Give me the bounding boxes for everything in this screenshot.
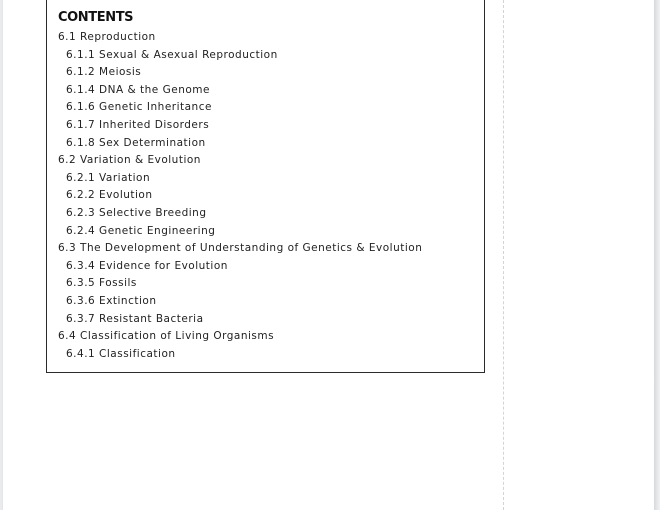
- toc-link-6-1-4[interactable]: 6.1.4 DNA & the Genome: [66, 83, 210, 96]
- toc-link-6-1[interactable]: 6.1 Reproduction: [58, 31, 156, 43]
- document-page: [3, 0, 654, 510]
- toc-link-6-2-4[interactable]: 6.2.4 Genetic Engineering: [66, 224, 216, 237]
- toc-link-6-3-5[interactable]: 6.3.5 Fossils: [66, 277, 137, 290]
- toc-link-6-1-1[interactable]: 6.1.1 Sexual & Asexual Reproduction: [66, 48, 278, 61]
- toc-title: CONTENTS: [58, 10, 134, 25]
- table-of-contents: [46, 0, 485, 373]
- toc-link-6-3-7[interactable]: 6.3.7 Resistant Bacteria: [66, 312, 204, 325]
- toc-link-6-3-6[interactable]: 6.3.6 Extinction: [66, 294, 157, 307]
- toc-link-6-2-3[interactable]: 6.2.3 Selective Breeding: [66, 206, 207, 219]
- toc-link-6-2-2[interactable]: 6.2.2 Evolution: [66, 189, 153, 202]
- toc-link-6-3[interactable]: 6.3 The Development of Understanding of Genetics & Evolution: [58, 242, 423, 255]
- toc-list: [58, 29, 422, 363]
- toc-link-6-2-1[interactable]: 6.2.1 Variation: [66, 171, 151, 184]
- page-edge-shadow: [654, 0, 660, 510]
- toc-link-6-1-6[interactable]: 6.1.6 Genetic Inheritance: [66, 101, 212, 114]
- toc-link-6-1-8[interactable]: 6.1.8 Sex Determination: [66, 136, 206, 149]
- toc-link-6-1-7[interactable]: 6.1.7 Inherited Disorders: [66, 118, 210, 131]
- toc-link-6-3-4[interactable]: 6.3.4 Evidence for Evolution: [66, 259, 228, 272]
- toc-link-6-2[interactable]: 6.2 Variation & Evolution: [58, 154, 201, 167]
- toc-link-6-4[interactable]: 6.4 Classification of Living Organisms: [58, 330, 275, 343]
- toc-link-6-1-2[interactable]: 6.1.2 Meiosis: [66, 66, 142, 79]
- column-guide-line: [503, 0, 504, 510]
- toc-link-6-4-1[interactable]: 6.4.1 Classification: [66, 347, 176, 360]
